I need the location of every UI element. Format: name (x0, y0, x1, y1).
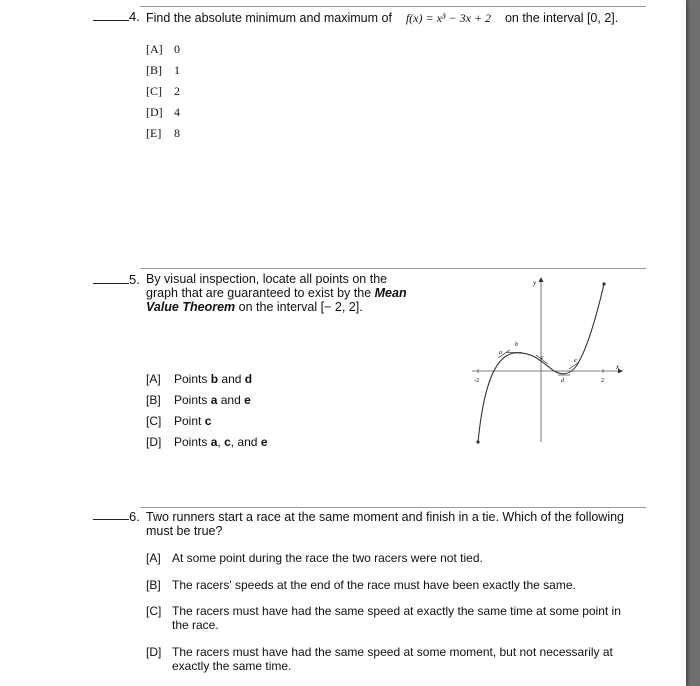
y-axis-label: y (533, 279, 537, 287)
q6-line2: must be true? (146, 524, 223, 538)
option-label: [C] (146, 84, 162, 98)
q4-option-e[interactable] (146, 126, 180, 141)
q4-top-rule (140, 6, 646, 7)
option-text: 8 (174, 126, 180, 140)
q5-line2: graph that are guaranteed to exist by the Mean (146, 286, 407, 300)
q4-question-text (146, 11, 666, 25)
option-text: 2 (174, 84, 180, 98)
q6-option-d[interactable]: [D] The racers must have had the same speed at some moment, but not necessarily at exactly the same time. (146, 645, 613, 673)
q5-line1: By visual inspection, locate all points on the (146, 272, 388, 286)
q5-answer-blank[interactable] (93, 283, 129, 284)
q4-option-a[interactable] (146, 42, 180, 57)
point-label-c: c (541, 355, 544, 361)
q6-option-b[interactable]: [B] The racers' speeds at the end of the race must have been exactly the same. (146, 578, 576, 592)
q4-function: f(x) = x³ − 3x + 2 (405, 11, 492, 25)
point-label-b: b (515, 342, 518, 348)
q4-option-b[interactable] (146, 63, 180, 78)
q5-line3: Value Theorem on the interval [− 2, 2]. (146, 300, 363, 314)
q5-top-rule (140, 268, 646, 269)
q5-question-text (146, 272, 466, 314)
q5-option-a[interactable]: [A] Points b and d (146, 372, 253, 386)
point-label-e: e (574, 358, 577, 364)
point-label-d: d (561, 378, 564, 384)
q6-top-rule (140, 507, 646, 508)
option-label: [D] (146, 105, 163, 119)
option-label: [E] (146, 126, 162, 140)
left-endpoint (476, 440, 479, 443)
option-label: [B] (146, 63, 162, 77)
option-text: 4 (174, 105, 180, 119)
q5-function-graph (470, 272, 630, 447)
q5-option-b[interactable]: [B] Points a and e (146, 393, 251, 407)
y-axis-arrow (539, 277, 544, 282)
q5-option-c[interactable]: [C] Point c (146, 414, 212, 428)
q6-line1: Two runners start a race at the same moment and finish in a tie. Which of the following (146, 510, 625, 524)
q6-answer-blank[interactable] (93, 519, 129, 520)
q4-option-d[interactable] (146, 105, 180, 120)
tick-label-neg-2: -2 (474, 378, 479, 384)
q4-text-before: Find the absolute minimum and maximum of (146, 11, 392, 25)
q4-number: 4. (129, 9, 140, 24)
point-label-a: a (499, 350, 502, 356)
right-endpoint (602, 282, 605, 285)
q6-option-a[interactable]: [A] At some point during the race the two racers were not tied. (146, 551, 483, 565)
q6-number: 6. (129, 509, 140, 524)
q5-number: 5. (129, 272, 140, 287)
q4-answer-blank[interactable] (93, 20, 129, 21)
q6-question-text (146, 510, 646, 538)
x-axis-label: x (616, 363, 620, 371)
option-text: 1 (174, 63, 180, 77)
tick-label-pos-2: 2 (601, 378, 604, 384)
q5-option-d[interactable]: [D] Points a, c, and e (146, 435, 268, 449)
option-label: [A] (146, 42, 163, 56)
q4-text-after: on the interval [0, 2]. (504, 11, 619, 25)
q4-option-c[interactable] (146, 84, 180, 99)
q6-option-c[interactable]: [C] The racers must have had the same speed at exactly the same time at some point in the race. (146, 604, 621, 632)
option-text: 0 (174, 42, 180, 56)
